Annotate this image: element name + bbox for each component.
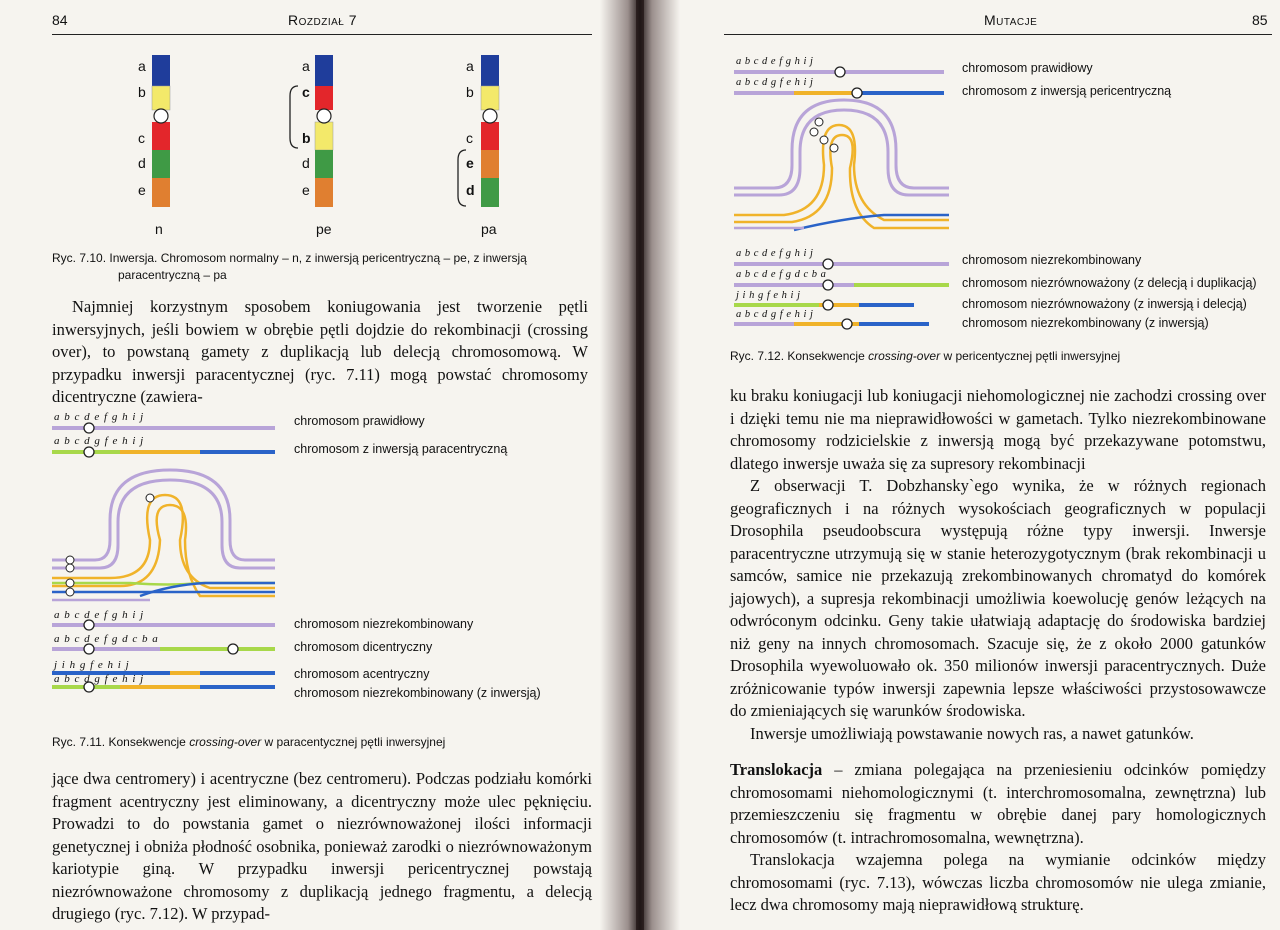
gene-letter-pa-e: e [466, 155, 474, 171]
chromosome-pe [290, 55, 333, 207]
gene-letter-pe-b: b [302, 130, 311, 146]
gene-letter-n-d: d [138, 155, 146, 171]
fig711-letters-inverted: a b c d g f e h i j [54, 435, 145, 447]
caption-prefix: Ryc. 7.11. Konsekwencje [52, 735, 190, 749]
fig712-letters-result-1: a b c d e f g h i j [736, 248, 814, 259]
chromosome-label-pa: pa [481, 221, 497, 237]
paragraph-text: Najmniej korzystnym sposobem koniugowania jest tworzenie pętli inwersyjnych, jeśli bowiem w obrębie pętli dojdzie do rekombinacji (crossing over), to powstaną gamety z duplikacją lub delecją chromosomową. W przypadku inwersji paracentycznej (ryc. 7.11) mogą powstać chromosomy dicentryczne (zawiera- [52, 297, 588, 406]
fig711-letters-result-2: a b c d e f g d c b a [54, 633, 159, 645]
gene-letter-n-e: e [138, 182, 146, 198]
chromosome-n [152, 55, 170, 207]
running-head-right: Mutacje [984, 12, 1038, 28]
term-translokacja: Translokacja [730, 760, 823, 779]
figure-7-10-caption-line1: Ryc. 7.10. Inwersja. Chromosom normalny – n, z inwersją pericentryczną – pe, z inwersją [52, 251, 527, 265]
right-text-block [730, 385, 1266, 917]
fig712-letters-result-2: a b c d e f g d c b a [736, 269, 827, 280]
book-spine-shadow [600, 0, 680, 930]
fig712-letters-result-4: a b c d g f e h i j [736, 309, 814, 320]
caption-prefix: Ryc. 7.12. Konsekwencje [730, 349, 869, 363]
fig711-label-normal: chromosom prawidłowy [294, 414, 425, 428]
right-paragraph-5: Translokacja wzajemna polega na wymianie odcinków między chromosomami (ryc. 7.13), wówczas liczba chromosomów nie ulega zmianie, lecz dwa chromosomy mają nieprawidłową strukturę. [730, 850, 1266, 914]
chromosome-label-pe: pe [316, 221, 332, 237]
figure-7-10 [0, 0, 400, 230]
left-page [0, 0, 636, 930]
fig712-letters-result-3: j i h g f e h i j [736, 290, 801, 301]
fig712-letters-normal: a b c d e f g h i j [736, 56, 814, 67]
chromosome-label-n: n [155, 221, 163, 237]
page-number-left: 84 [52, 12, 68, 28]
fig712-label-result-2: chromosom niezrównoważony (z delecją i duplikacją) [962, 276, 1257, 290]
fig711-letters-result-4: a b c d g f e h i j [54, 673, 145, 685]
page-number-right: 85 [1252, 12, 1268, 28]
right-paragraph-4 [730, 759, 1266, 849]
gene-letter-pe-d: d [302, 155, 310, 171]
fig712-label-result-4: chromosom niezrekombinowany (z inwersją) [962, 316, 1209, 330]
gene-letter-pa-b: b [466, 84, 474, 100]
right-paragraph-2: Z obserwacji T. Dobzhansky`ego wynika, że w różnych regionach geograficznych i na różnych wysokościach geograficznych w populacji Drosophila pseudoobscura występują różne typy inwersji. Inwersje paracentryczne utrzymują się w stanie heterozygotycznym (brak rekombinacji u samców, samice nie przekazują zrekombinowanych chromatyd do komórek jajowych), a supresja rekombinacji umożliwia koewolucję genów leżących na odwróconym odcinku. Geny takie ułatwiają adaptację do środowiska bardziej niż geny na innych chromosomach. Szacuje się, że z około 2000 gatunków Drosophila wyewoluowało ok. 350 milionów inwersji paracentrycznych. Duże zróżnicowanie typów inwersji zapewnia lepsze właściwości przystosowawcze do zmieniających się warunków środowiska. [730, 476, 1266, 720]
gene-letter-pa-d: d [466, 182, 475, 198]
fig711-label-result-2: chromosom dicentryczny [294, 640, 433, 654]
paragraph-text: – zmiana polegająca na przeniesieniu odcinków pomiędzy chromosomami niehomologicznymi (t. interchromosomalna, zewnętrzna) lub przemieszczeniu się fragmentu w obrębie danej pary homologicznych chromosomów (t. intrachromosomalna, wewnętrzna). [730, 760, 1266, 847]
fig711-label-inverted: chromosom z inwersją paracentryczną [294, 442, 508, 456]
right-page [644, 0, 1280, 930]
gene-letter-pa-a: a [466, 58, 474, 74]
figure-7-11 [0, 400, 300, 690]
gene-letter-n-a: a [138, 58, 146, 74]
fig711-label-result-4: chromosom niezrekombinowany (z inwersją) [294, 686, 541, 700]
fig711-letters-result-3: j i h g f e h i j [54, 659, 130, 671]
caption-suffix: w pericentycznej pętli inwersyjnej [940, 349, 1121, 363]
gene-letter-n-b: b [138, 84, 146, 100]
figure-7-12-caption [730, 348, 1120, 365]
right-paragraph-1: ku braku koniugacji lub koniugacji niehomologicznej nie zachodzi crossing over i dzięki temu nie ma nieprawidłowości w gametach. Tylko niezrekombinowane chromosomy rodzicielskie z inwersją mogą być przekazywane potomstwu, dlatego inwersje uważa się za supresory rekombinacji [730, 386, 1266, 473]
fig712-label-result-3: chromosom niezrównoważony (z inwersją i delecją) [962, 297, 1247, 311]
caption-italic: crossing-over [189, 735, 262, 749]
figure-7-10-caption-line2: paracentryczną – pa [118, 268, 227, 282]
gene-letter-pa-c: c [466, 130, 473, 146]
gene-letter-pe-a: a [302, 58, 310, 74]
chromosome-pa [458, 55, 499, 207]
caption-suffix: w paracentycznej pętli inwersyjnej [261, 735, 446, 749]
fig712-label-normal: chromosom prawidłowy [962, 61, 1093, 75]
left-paragraph-2 [52, 768, 592, 926]
figure-7-11-caption [52, 734, 445, 751]
right-paragraph-3: Inwersje umożliwiają powstawanie nowych ras, a nawet gatunków. [750, 723, 1194, 743]
fig711-label-result-1: chromosom niezrekombinowany [294, 617, 474, 631]
fig711-letters-normal: a b c d e f g h i j [54, 411, 145, 423]
caption-italic: crossing-over [868, 349, 941, 363]
running-head-left: Rozdział 7 [288, 12, 358, 28]
fig712-label-result-1: chromosom niezrekombinowany [962, 253, 1142, 267]
left-paragraph-1 [52, 296, 588, 409]
fig712-label-inverted: chromosom z inwersją pericentryczną [962, 84, 1172, 98]
gene-letter-pe-c: c [302, 84, 310, 100]
gene-letter-n-c: c [138, 130, 145, 146]
fig711-label-result-3: chromosom acentryczny [294, 667, 430, 681]
figure-7-10-caption [52, 250, 612, 284]
paragraph-text: jące dwa centromery) i acentryczne (bez centromeru). Podczas podziału komórki fragment acentryczny jest eliminowany, a dicentryczny może ulec pęknięciu. Prowadzi to do powstania gamet o niezrównoważonej ilości informacji genetycznej i obniża płodność osobnika, ponieważ zarodki o niezrównoważonym kariotypie giną. W przypadku inwersji pericentrycznej powstają niezrównoważone chromosomy z duplikacją jednego fragmentu, a delecją drugiego (ryc. 7.12). W przypad- [52, 769, 592, 923]
fig712-letters-inverted: a b c d g f e h i j [736, 77, 814, 88]
fig711-letters-result-1: a b c d e f g h i j [54, 609, 145, 621]
gene-letter-pe-e: e [302, 182, 310, 198]
